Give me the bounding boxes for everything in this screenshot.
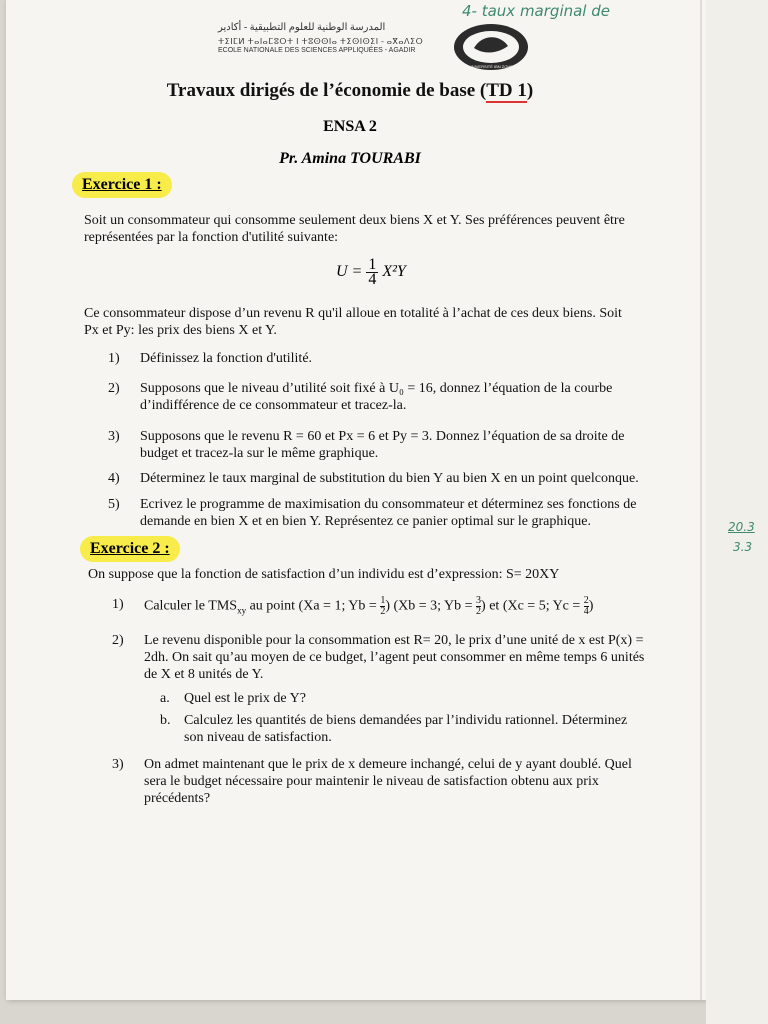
class-level: ENSA 2	[323, 118, 377, 135]
school-name-arabic: المدرسة الوطنية للعلوم التطبيقية - أكادير	[218, 22, 386, 33]
university-seal	[452, 22, 530, 72]
ex2-intro: On suppose que la fonction de satisfaction d’un individu est d’expression: S= 20XY	[88, 567, 560, 582]
ex1-question-2: 2) Supposons que le niveau d’utilité soit fixé à U₀ = 16, donnez l’équation de la courbe d’indifférence de ce consommateur et tracez-la.	[108, 381, 613, 413]
exercise-2-heading: Exercice 2 :	[80, 536, 180, 562]
ex1-budget-line2: Px et Py: les prix des biens X et Y.	[84, 323, 277, 338]
ex1-intro-line1: Soit un consommateur qui consomme seulement deux biens X et Y. Ses préférences peuvent être	[84, 213, 625, 228]
ex1-question-5: 5) Ecrivez le programme de maximisation du consommateur et déterminez ses fonctions de demande en bien X et en bien Y. Représentez ce panier optimal sur le graphique.	[108, 497, 637, 529]
utility-formula: U = $\frac{1}{4}$ X²Y	[336, 256, 406, 288]
ex2-question-3: 3) On admet maintenant que le prix de x demeure inchangé, celui de y ayant doublé. Quel sera le budget nécessaire pour maintenir le niveau de satisfaction obtenu aux prix précédents?	[112, 757, 632, 806]
page-title: Travaux dirigés de l’économie de base (TD 1)	[166, 80, 534, 101]
ex2-question-1: 1) Calculer le $TMS_{xy}$ au point (Xa = 1; Yb = $\frac{1}{2}$ ) (Xb = 3; Yb = $\frac{3}{2}$ ) et (Xc = 5; Yc = $\frac{2}{4}$ )	[112, 595, 594, 617]
svg-text:UNIVERSITÉ IBN ZOHR: UNIVERSITÉ IBN ZOHR	[468, 64, 514, 69]
ex2-question-2: 2) Le revenu disponible pour la consommation est R= 20, le prix d’une unité de x est P(x) = 2dh. On sait qu’au moyen de ce budget, l’agent peut consommer en même temps 6 unités de X et 8 unités de Y.	[112, 633, 645, 682]
exercise-1-heading: Exercice 1 :	[72, 172, 172, 198]
ex1-intro-line2: représentées par la fonction d'utilité suivante:	[84, 230, 339, 245]
ex2-question-2b: b. Calculez les quantités de biens demandées par l’individu rationnel. Déterminez son niveau de satisfaction.	[160, 713, 628, 745]
handwritten-ratio-denominator: 3.3	[733, 540, 753, 554]
handwritten-note-top: 4- taux marginal de	[462, 2, 610, 20]
page-edge	[700, 0, 702, 1000]
school-name-tifinagh: ⵜⵉⵏⵎⵍ ⵜⴰⵏⴰⵎⵓⵔⵜ ⵏ ⵜⵓⵙⵙⵏⴰ ⵜⵉⵙⵏⵙⵉⵏ - ⴰⴳⴰⴷⵉⵔ	[218, 37, 424, 46]
ex1-budget-line1: Ce consommateur dispose d’un revenu R qu'il alloue en totalité à l’achat de ces deux biens. Soit	[84, 306, 622, 321]
ex1-question-3: 3) Supposons que le revenu R = 60 et Px = 6 et Py = 3. Donnez l’équation de sa droite de budget et tracez-la sur le même graphique.	[108, 429, 625, 461]
professor-name: Pr. Amina TOURABI	[279, 150, 421, 167]
school-name-french: ECOLE NATIONALE DES SCIENCES APPLIQUÉES - AGADIR	[218, 47, 416, 54]
handwritten-ratio-numerator: 20.3	[728, 520, 755, 534]
underlying-page	[706, 0, 768, 1024]
td-label: TD 1	[486, 80, 527, 101]
